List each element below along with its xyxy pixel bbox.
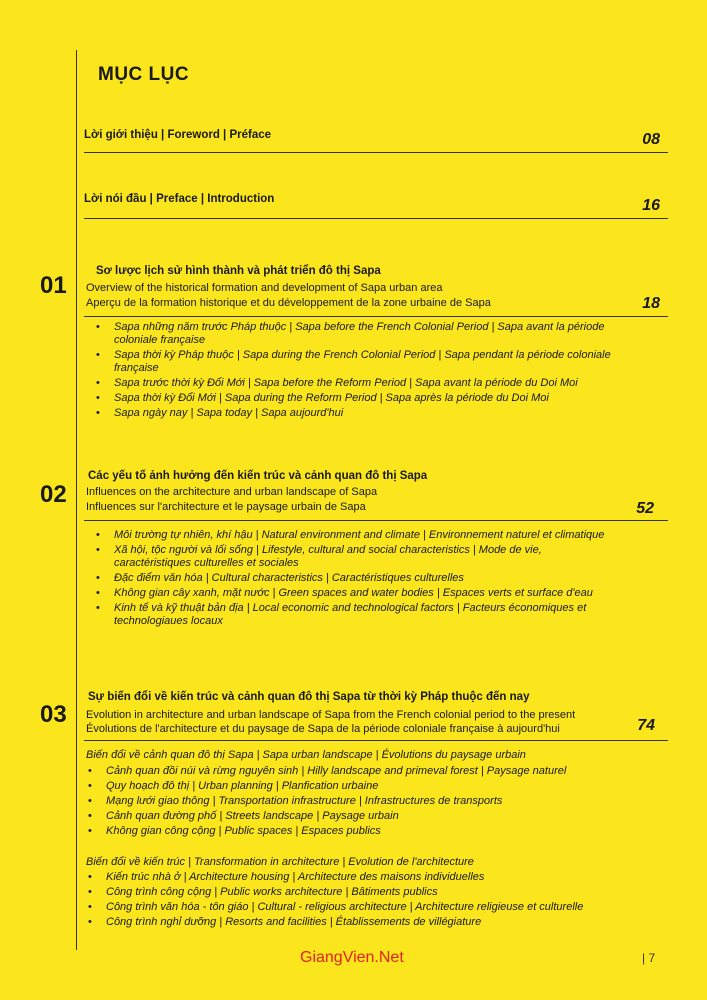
list-item: • Sapa những năm trước Pháp thuộc | Sapa before the French Colonial Period | Sapa avant la période coloniale française xyxy=(96,321,616,347)
list-item: • Cảnh quan đồi núi và rừng nguyên sinh | Hilly landscape and primeval forest | Paysage naturel xyxy=(88,765,628,778)
section-subtitle-en-02: Influences on the architecture and urban landscape of Sapa xyxy=(86,486,378,498)
list-item: • Sapa thời kỳ Đổi Mới | Sapa during the Reform Period | Sapa après la période du Doi Moi xyxy=(96,392,616,405)
list-item: • Mạng lưới giao thông | Transportation infrastructure | Infrastructures de transports xyxy=(88,795,628,808)
list-item: • Công trình văn hóa - tôn giáo | Cultural - religious architecture | Architecture religieuse et culturelle xyxy=(88,901,648,914)
page-number-01: 18 xyxy=(642,295,660,312)
section-number-03: 03 xyxy=(40,701,67,728)
page-marker: | 7 xyxy=(642,951,656,965)
section-subtitle-fr-03: Évolutions de l'architecture et du paysage de Sapa de la période coloniale française à aujourd'hui xyxy=(86,723,560,735)
list-item: • Cảnh quan đường phố | Streets landscape | Paysage urbain xyxy=(88,810,628,823)
watermark-text: GiangVien.Net xyxy=(300,949,404,966)
section-number-01: 01 xyxy=(40,272,67,299)
section-items-01 xyxy=(96,321,616,422)
divider xyxy=(84,520,668,521)
margin-line xyxy=(76,50,77,950)
section-subtitle-en-01: Overview of the historical formation and development of Sapa urban area xyxy=(86,282,443,294)
list-item: • Xã hội, tộc người và lối sống | Lifestyle, cultural and social characteristics | Mode de vie, caractéristiques culturelles et sociales xyxy=(96,544,621,570)
list-item: • Sapa thời kỳ Pháp thuộc | Sapa during the French Colonial Period | Sapa pendant la période coloniale française xyxy=(96,349,616,375)
section-subtitle-fr-02: Influences sur l'architecture et le paysage urbain de Sapa xyxy=(86,501,366,513)
list-item: • Quy hoạch đô thị | Urban planning | Planfication urbaine xyxy=(88,780,628,793)
list-item: • Công trình công cộng | Public works architecture | Bâtiments publics xyxy=(88,886,648,899)
divider xyxy=(84,316,668,317)
divider xyxy=(84,152,668,153)
section-subtitle-fr-01: Aperçu de la formation historique et du développement de la zone urbaine de Sapa xyxy=(86,297,491,309)
list-item: • Kinh tế và kỹ thuật bản địa | Local economic and technological factors | Facteurs économiques et technologiaues locaux xyxy=(96,602,621,628)
divider xyxy=(84,740,668,741)
list-item: • Môi trường tự nhiên, khí hậu | Natural environment and climate | Environnement naturel et climatique xyxy=(96,529,621,542)
section-number-02: 02 xyxy=(40,481,67,508)
list-item: • Sapa trước thời kỳ Đổi Mới | Sapa before the Reform Period | Sapa avant la période du Doi Moi xyxy=(96,377,616,390)
list-item: • Sapa ngày nay | Sapa today | Sapa aujourd'hui xyxy=(96,407,616,420)
section-subtitle-en-03: Evolution in architecture and urban landscape of Sapa from the French colonial period to the present xyxy=(86,709,576,721)
page-title: MỤC LỤC xyxy=(98,64,190,85)
toc-entry-foreword[interactable]: Lời giới thiệu | Foreword | Préface xyxy=(84,129,272,141)
page-number-foreword: 08 xyxy=(642,131,660,148)
group-title-architecture: Biến đổi về kiến trúc | Transformation in architecture | Evolution de l'architecture xyxy=(86,856,474,868)
page-number-02: 52 xyxy=(636,500,654,517)
toc-entry-preface[interactable]: Lời nói đầu | Preface | Introduction xyxy=(84,193,275,205)
group-title-landscape: Biến đổi về cảnh quan đô thị Sapa | Sapa urban landscape | Évolutions du paysage urbain xyxy=(86,749,526,761)
section-heading-01[interactable]: Sơ lược lịch sử hình thành và phát triển đô thị Sapa xyxy=(96,265,381,277)
group-items-architecture xyxy=(88,871,648,931)
section-items-02 xyxy=(96,529,621,630)
group-items-landscape xyxy=(88,765,628,840)
list-item: • Không gian công cộng | Public spaces | Espaces publics xyxy=(88,825,628,838)
list-item: • Không gian cây xanh, mặt nước | Green spaces and water bodies | Espaces verts et surface d'eau xyxy=(96,587,621,600)
list-item: • Kiến trúc nhà ở | Architecture housing | Architecture des maisons individuelles xyxy=(88,871,648,884)
list-item: • Đặc điểm văn hóa | Cultural characteristics | Caractéristiques culturelles xyxy=(96,572,621,585)
divider xyxy=(84,218,668,219)
page-number-preface: 16 xyxy=(642,197,660,214)
page-number-03: 74 xyxy=(637,717,655,734)
list-item: • Công trình nghỉ dưỡng | Resorts and facilities | Établissements de villégiature xyxy=(88,916,648,929)
section-heading-02[interactable]: Các yếu tố ảnh hưởng đến kiến trúc và cảnh quan đô thị Sapa xyxy=(88,470,428,482)
section-heading-03[interactable]: Sự biến đổi về kiến trúc và cảnh quan đô thị Sapa từ thời kỳ Pháp thuộc đến nay xyxy=(88,691,530,703)
